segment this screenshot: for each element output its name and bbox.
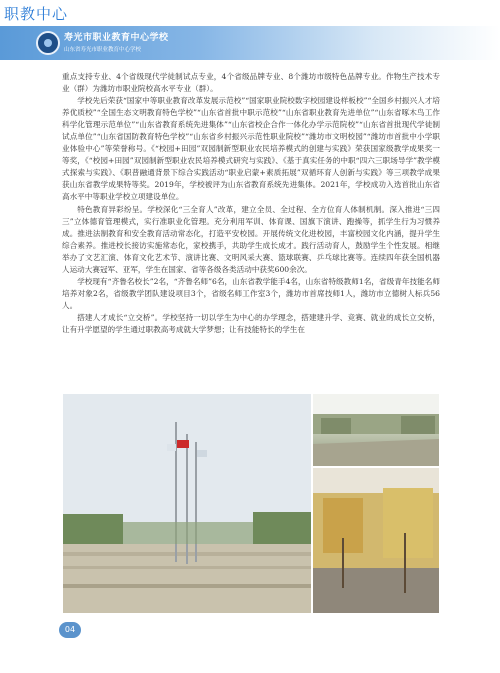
article-body bbox=[62, 71, 440, 336]
campus-flagpole-photo bbox=[63, 394, 311, 613]
path-scene bbox=[313, 394, 439, 466]
campus-path-photo bbox=[313, 394, 439, 466]
watermark-text: 职教中心 bbox=[4, 5, 69, 23]
autumn-scene bbox=[313, 468, 439, 613]
school-logo-icon bbox=[36, 31, 60, 55]
paragraph: 特色教育异彩纷呈。学校深化“三全育人”改革，建立全员、全过程、全方位育人体制机制。深入推进“三四三”立体德育管理模式，实行准职业化管理。充分利用军训、体育课、国旗下演讲、跑操等，抓学生行为习惯养成。推进法制教育和安全教育活动常态化，打造平安校园。开展传统文化进校园，丰富校园文化内涵，提升学生综合素养。推进校长接访实施常态化，家校携手，共助学生成长成才。践行活动育人，鼓励学生个性发展。相继举办了文艺汇演、体育文化艺术节、演讲比赛、文明风采大赛、篮球联赛、乒乓球比赛等。连续四年获全国机器人运动大赛冠军、亚军，学生在国家、省等各级各类活动中获奖600余次。 bbox=[62, 204, 440, 274]
paragraph: 搭建人才成长“立交桥”。学校坚持一切以学生为中心的办学理念，搭建建升学、竞赛、就业的成长立交桥，让有升学愿望的学生通过职教高考成就大学梦想；让有技能特长的学生在 bbox=[62, 312, 440, 334]
autumn-trees-photo bbox=[313, 468, 439, 613]
page-number: 04 bbox=[59, 622, 81, 638]
paragraph: 学校先后荣获“国家中等职业教育改革发展示范校”“国家职业院校数字校园建设样板校”“全国乡村振兴人才培养优质校”“全国生态文明教育特色学校”“山东省首批中职示范校”“山东省职业教育先进单位”“山东省啄木鸟工作科学化管理示范单位”“山东省教育系统先进集体”“山东省校企合作一体化办学示范院校”“山东省首批现代学徒制试点单位”“山东省国防教育特色学校”“山东省乡村振兴示范性职业院校”“潍坊市文明校园”“潍坊市首批中小学职业体验中心”等荣誉称号。《“校园+田园”双园制新型职业农民培养模式的创建与实践》荣获国家级教学成果奖一等奖，《“校园+田园”双园制新型职业农民培养模式研究与实践》、《基于真实任务的中职“四六三职场导学”教学模式探索与实践》、《职普融通背景下综合实践活动“职业启蒙+素质拓展”双循环育人创新与实践》等三项教学成果获山东省教学成果特等奖。2019年，学校被评为山东省教育系统先进集体。2021年，学校成功入选首批山东省高水平中等职业学校立项建设单位。 bbox=[62, 96, 440, 202]
school-subtitle: 山东省寿光市职业教育中心学校 bbox=[64, 47, 142, 53]
school-name: 寿光市职业教育中心学校 bbox=[64, 33, 169, 43]
paragraph: 重点支持专业、4个省级现代学徒制试点专业，4个省级品牌专业、8个潍坊市级特色品牌专业。作物生产技术专业（群）为潍坊市职业院校高水平专业（群）。 bbox=[62, 72, 440, 94]
flagpole-scene bbox=[63, 394, 311, 613]
paragraph: 学校现有“齐鲁名校长”2名，“齐鲁名师”6名，山东省教学能手4名，山东省特级教师1名，省级青年技能名师培养对象2名，省级教学团队建设项目3个，省级名师工作室3个，潍坊市首席技师1人，潍坊市立德树人标兵56人。 bbox=[62, 276, 440, 310]
